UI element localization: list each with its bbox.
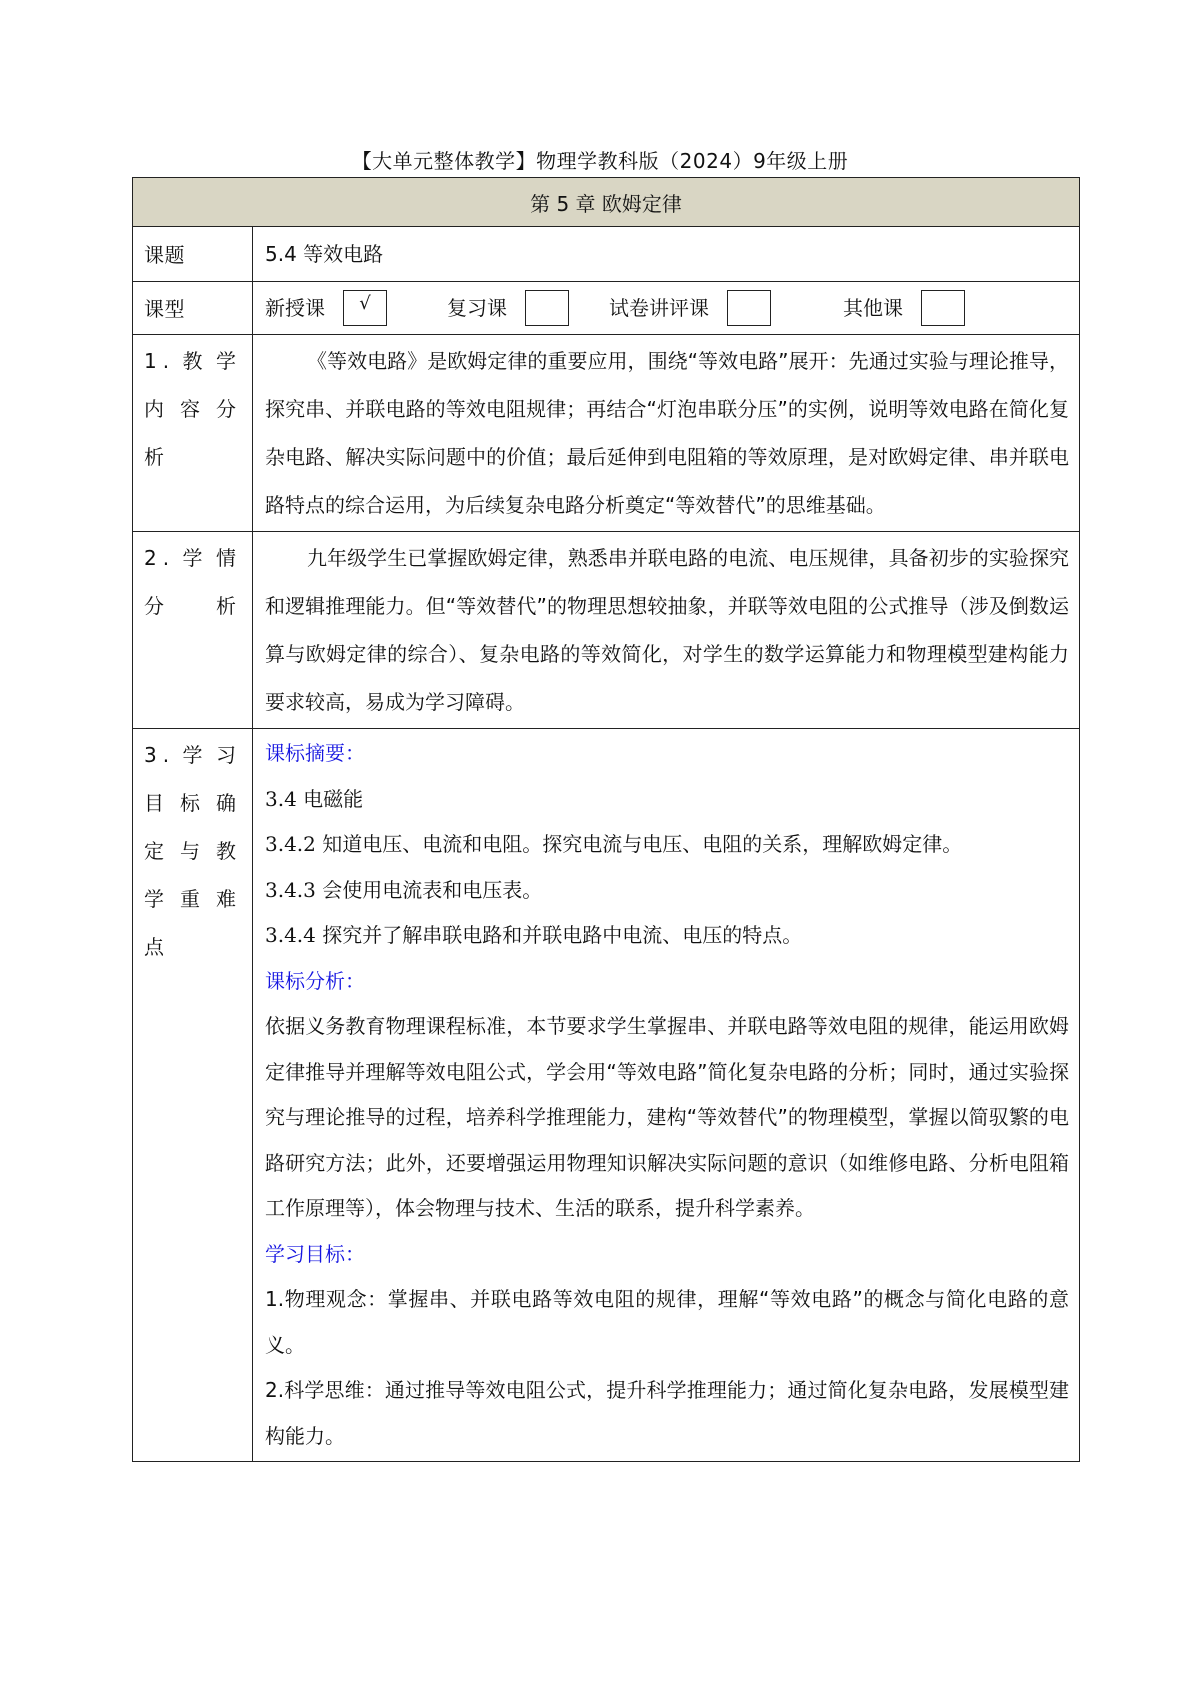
chapter-row [133,178,1080,227]
chapter-header: 第 5 章 欧姆定律 [133,178,1080,227]
lesson-type-option-label: 复习课 [447,296,507,320]
checkbox-other-lesson[interactable] [921,290,965,326]
standard-analysis-heading: 课标分析： [265,968,365,993]
content-analysis-row [133,335,1080,532]
content-analysis-text: 《等效电路》是欧姆定律的重要应用，围绕“等效电路”展开：先通过实验与理论推导，探究串、并联电路的等效电阻规律；再结合“灯泡串联分压”的实例，说明等效电路在简化复杂电路、解决实际问题中的价值；最后延伸到电阻箱的等效原理，是对欧姆定律、串并联电路特点的综合运用，为后续复杂电路分析奠定“等效替代”的思维基础。 [265,349,1070,517]
standard-summary-heading: 课标摘要： [265,741,365,765]
lesson-type-options [253,282,1080,335]
standard-line: 3.4.3 会使用电流表和电压表。 [265,877,543,902]
checkbox-review-lesson[interactable] [525,290,569,326]
learning-goal-item: 1.物理观念：掌握串、并联电路等效电阻的规律，理解“等效电路”的概念与简化电路的意义。 [265,1287,1070,1357]
lesson-type-row [133,282,1080,335]
topic-label: 课题 [133,227,253,282]
document-title: 【大单元整体教学】物理学教科版（2024）9年级上册 [351,149,849,173]
lesson-type-option-new[interactable] [265,290,387,326]
student-analysis-text: 九年级学生已掌握欧姆定律，熟悉串并联电路的电流、电压规律，具备初步的实验探究和逻辑推理能力。但“等效替代”的物理思想较抽象，并联等效电阻的公式推导（涉及倒数运算与欧姆定律的综合）、复杂电路的等效简化，对学生的数学运算能力和物理模型建构能力要求较高，易成为学习障碍。 [265,546,1070,714]
student-analysis-cell [253,532,1080,729]
student-analysis-row [133,532,1080,729]
objectives-label: 3.学习目标确定与教学重难点 [133,729,253,1462]
lesson-type-option-other[interactable] [843,290,965,326]
lesson-type-option-label: 新授课 [265,296,325,320]
objectives-cell [253,729,1080,1462]
checkbox-exam-review-lesson[interactable] [727,290,771,326]
standard-analysis-text: 依据义务教育物理课程标准，本节要求学生掌握串、并联电路等效电阻的规律，能运用欧姆定律推导并理解等效电阻公式，学会用“等效电路”简化复杂电路的分析；同时，通过实验探究与理论推导的过程，培养科学推理能力，建构“等效替代”的物理模型，掌握以简驭繁的电路研究方法；此外，还要增强运用物理知识解决实际问题的意识（如维修电路、分析电阻箱工作原理等），体会物理与技术、生活的联系，提升科学素养。 [265,1014,1070,1220]
lesson-type-option-review[interactable] [447,290,569,326]
standard-line: 3.4 电磁能 [265,786,364,811]
content-analysis-cell [253,335,1080,532]
content-analysis-label: 1.教学内容分析 [133,335,253,532]
checkbox-new-lesson[interactable]: √ [343,290,387,326]
student-analysis-label: 2.学情分析 [133,532,253,729]
topic-value: 5.4 等效电路 [253,227,1080,282]
learning-goal-item: 2.科学思维：通过推导等效电阻公式，提升科学推理能力；通过简化复杂电路，发展模型建构能力。 [265,1378,1070,1448]
topic-row [133,227,1080,282]
learning-goals-heading: 学习目标： [265,1241,365,1266]
lesson-type-option-label: 其他课 [843,296,903,320]
lesson-type-option-exam-review[interactable] [609,290,771,326]
standard-line: 3.4.2 知道电压、电流和电阻。探究电流与电压、电阻的关系，理解欧姆定律。 [265,832,963,856]
standard-line: 3.4.4 探究并了解串联电路和并联电路中电流、电压的特点。 [265,923,803,947]
lesson-type-label: 课型 [133,282,253,335]
lesson-type-option-label: 试卷讲评课 [609,296,709,320]
lesson-plan-table [132,177,1080,1462]
objectives-row [133,729,1080,1462]
